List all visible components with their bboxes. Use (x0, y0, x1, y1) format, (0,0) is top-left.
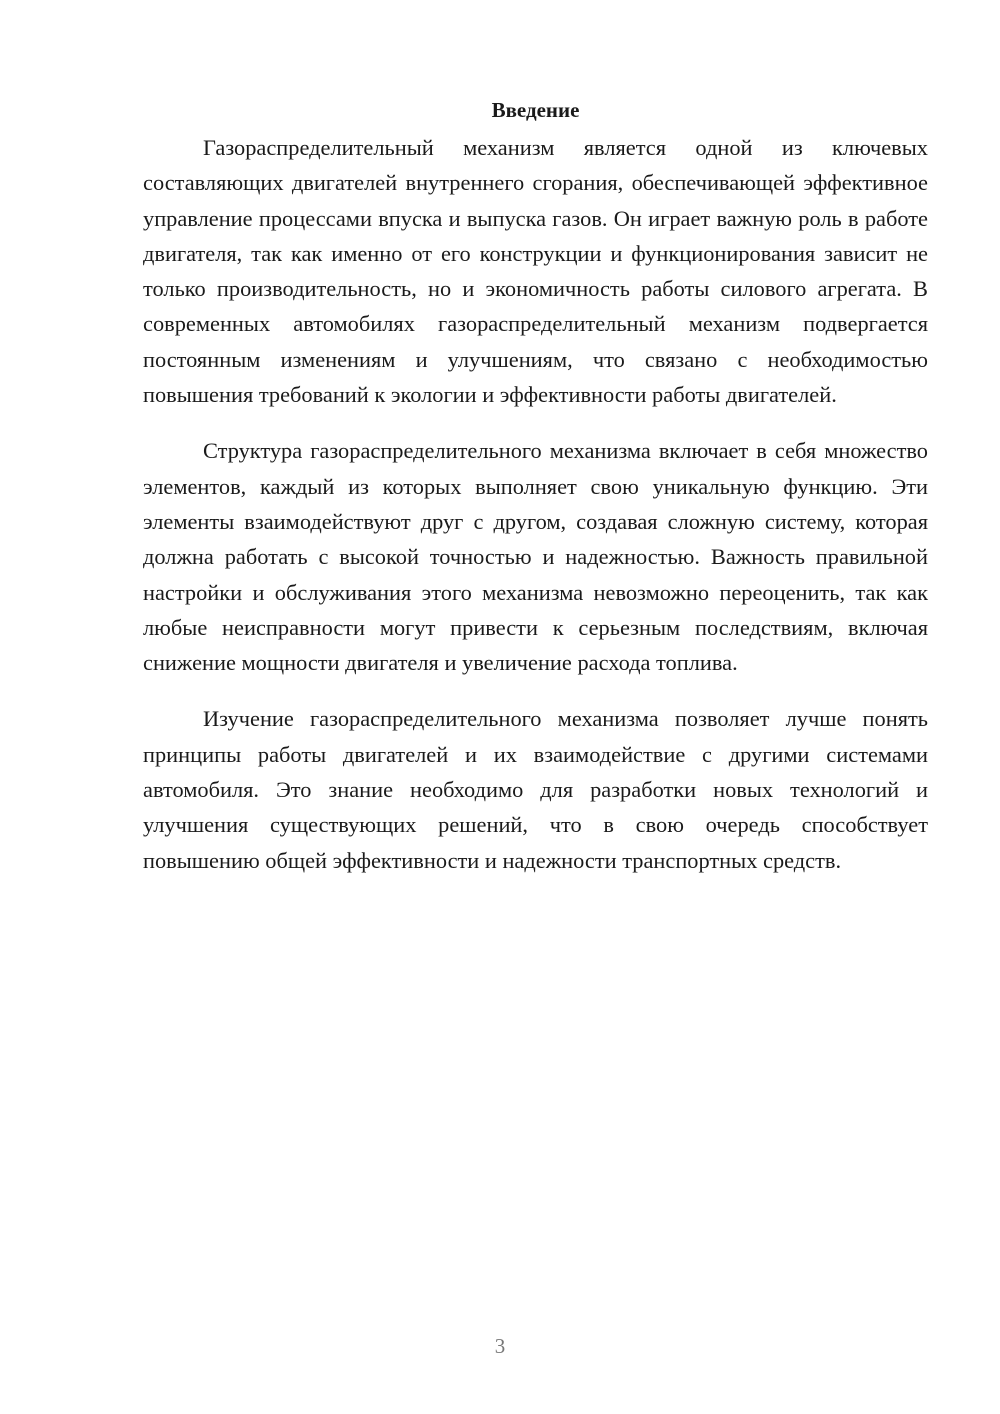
paragraph-1: Газораспределительный механизм является одной из ключевых составляющих двигателей внутреннего сгорания, обеспечивающей эффективное управление процессами впуска и выпуска газов. Он играет важную роль в работе двигателя, так как именно от его конструкции и функционирования зависит не только производительность, но и экономичность работы силового агрегата. В современных автомобилях газораспределительный механизм подвергается постоянным изменениям и улучшениям, что связано с необходимостью повышения требований к экологии и эффективности работы двигателей. (143, 135, 928, 408)
paragraph-2: Структура газораспределительного механизма включает в себя множество элементов, каждый из которых выполняет свою уникальную функцию. Эти элементы взаимодействуют друг с другом, создавая сложную систему, которая должна работать с высокой точностью и надежностью. Важность правильной настройки и обслуживания этого механизма невозможно переоценить, так как любые неисправности могут привести к серьезным последствиям, включая снижение мощности двигателя и увеличение расхода топлива. (143, 438, 928, 676)
section-title: Введение (491, 98, 580, 122)
page-number: 3 (494, 1334, 506, 1358)
paragraph-3: Изучение газораспределительного механизма позволяет лучше понять принципы работы двигателей и их взаимодействие с другими системами автомобиля. Это знание необходимо для разработки новых технологий и улучшения существующих решений, что в свою очередь способствует повышению общей эффективности и надежности транспортных средств. (143, 706, 928, 873)
page-content (143, 92, 928, 899)
